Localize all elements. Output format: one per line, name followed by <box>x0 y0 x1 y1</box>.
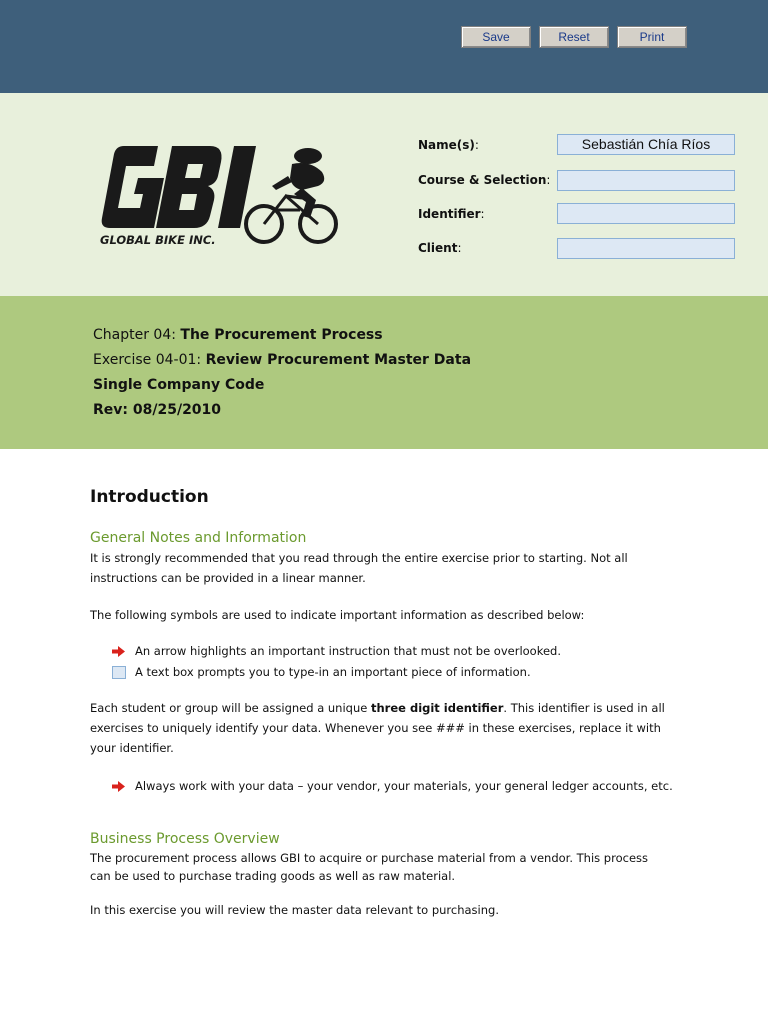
print-button[interactable]: Print <box>617 26 687 48</box>
rev-line: Rev: 08/25/2010 <box>93 402 222 418</box>
para-recommend: It is strongly recommended that you read through the entire exercise prior to starting. Not all instructions can be provided in a linear manner. <box>90 551 628 585</box>
text-box-icon <box>112 666 126 679</box>
company-line: Single Company Code <box>93 377 265 393</box>
para-procurement: The procurement process allows GBI to acquire or purchase material from a vendor. This process can be used to purchase trading goods as well as raw material. <box>90 851 649 883</box>
intro-heading: Introduction <box>90 487 209 507</box>
names-field[interactable]: Sebastián Chía Ríos <box>557 134 735 155</box>
red-arrow-icon <box>112 646 125 657</box>
identifier-label: Identifier: <box>418 207 485 221</box>
names-label: Name(s): <box>418 138 479 152</box>
red-arrow-icon <box>112 781 125 792</box>
exercise-line: Exercise 04-01: Review Procurement Master Data <box>93 352 472 368</box>
gbi-logo <box>96 138 340 250</box>
client-field[interactable] <box>557 238 735 259</box>
chapter-line: Chapter 04: The Procurement Process <box>93 327 383 343</box>
general-notes-heading: General Notes and Information <box>90 530 307 546</box>
save-button[interactable]: Save <box>461 26 531 48</box>
course-field[interactable] <box>557 170 735 191</box>
title-band <box>0 296 768 449</box>
logo-subtext: GLOBAL BIKE INC. <box>100 233 216 247</box>
client-label: Client: <box>418 241 462 255</box>
para-identifier: Each student or group will be assigned a unique three digit identifier. This identifier is used in all exercises to uniquely identify your data. Whenever you see ### in these exercises, replace it with your identifier. <box>90 701 665 755</box>
course-label: Course & Selection: <box>418 173 551 187</box>
business-process-heading: Business Process Overview <box>90 831 280 847</box>
para-symbols: The following symbols are used to indicate important information as described below: <box>90 608 585 622</box>
top-toolbar <box>0 0 768 93</box>
identifier-field[interactable] <box>557 203 735 224</box>
reset-button[interactable]: Reset <box>539 26 609 48</box>
para-exercise: In this exercise you will review the master data relevant to purchasing. <box>90 903 499 917</box>
